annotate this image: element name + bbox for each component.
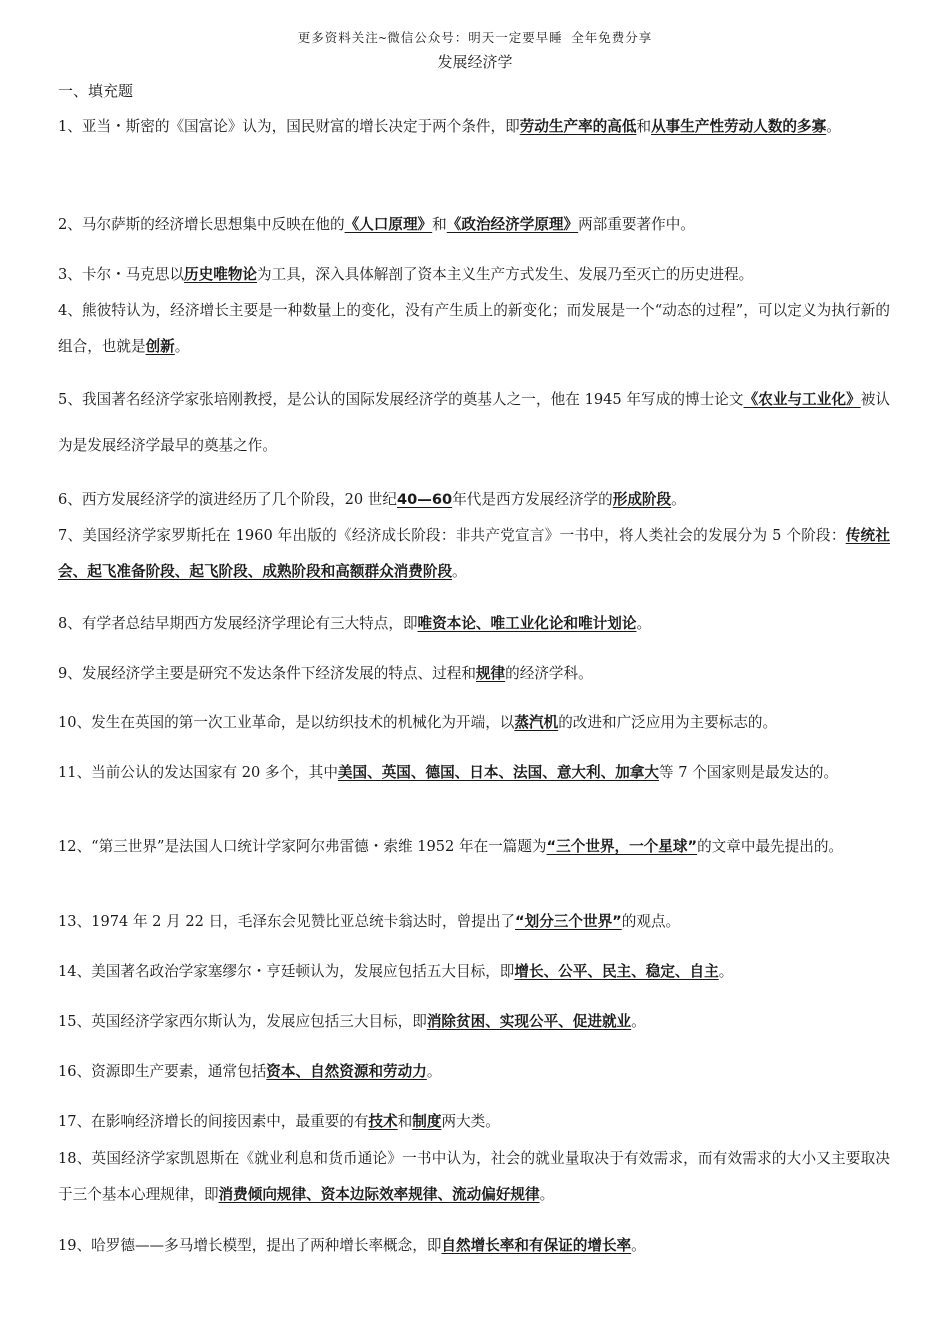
question-10: 10、发生在英国的第一次工业革命，是以纺织技术的机械化为开端，以蒸汽机的改进和广泛应用为主要标志的。 — [58, 714, 778, 731]
answer: 从事生产性劳动人数的多寡 — [651, 118, 827, 135]
answer: 历史唯物论 — [184, 266, 258, 283]
answer: 消除贫困、实现公平、促进就业 — [426, 1013, 632, 1030]
answer: 唯资本论、唯工业化论和唯计划论 — [417, 615, 637, 632]
answer: 蒸汽机 — [514, 714, 559, 731]
question-13: 13、1974 年 2 月 22 日，毛泽东会见赞比亚总统卡翁达时，曾提出了“划分三个世界”的观点。 — [58, 913, 681, 930]
section-heading: 一、填充题 — [58, 82, 134, 100]
answer: 自然增长率和有保证的增长率 — [441, 1237, 632, 1254]
question-12: 12、“第三世界”是法国人口统计学家阿尔弗雷德・索维 1952 年在一篇题为“三个世界，一个星球”的文章中最先提出的。 — [58, 838, 844, 855]
question-4: 4、熊彼特认为，经济增长主要是一种数量上的变化，没有产生质上的新变化；而发展是一个“动态的过程”，可以定义为执行新的组合，也就是创新。 — [58, 302, 890, 355]
answer: 《政治经济学原理》 — [446, 216, 579, 233]
answer: 增长、公平、民主、稳定、自主 — [514, 963, 719, 980]
page-title: 发展经济学 — [437, 53, 513, 71]
question-14: 14、美国著名政治学家塞缪尔・亨廷顿认为，发展应包括五大目标，即增长、公平、民主、稳定、自主。 — [58, 963, 734, 980]
question-19: 19、哈罗德——多马增长模型，提出了两种增长率概念，即自然增长率和有保证的增长率。 — [58, 1237, 646, 1254]
answer: 美国、英国、德国、日本、法国、意大利、加拿大 — [337, 764, 659, 781]
question-11: 11、当前公认的发达国家有 20 多个，其中美国、英国、德国、日本、法国、意大利、加拿大等 7 个国家则是最发达的。 — [58, 764, 839, 781]
answer: 40—60 — [396, 491, 453, 508]
answer: “三个世界，一个星球” — [546, 838, 698, 855]
answer: 创新 — [145, 338, 175, 355]
answer: 技术 — [368, 1113, 398, 1130]
question-7: 7、美国经济学家罗斯托在 1960 年出版的《经济成长阶段：非共产党宣言》一书中，将人类社会的发展分为 5 个阶段：传统社会、起飞准备阶段、起飞阶段、成熟阶段和高额群众消费阶段。 — [58, 527, 890, 580]
question-6: 6、西方发展经济学的演进经历了几个阶段，20 世纪40—60年代是西方发展经济学的形成阶段。 — [58, 491, 686, 508]
answer: 传统社会、起飞准备阶段、起飞阶段、成熟阶段和高额群众消费阶段 — [58, 527, 890, 580]
question-5: 5、我国著名经济学家张培刚教授，是公认的国际发展经济学的奠基人之一，他在 1945 年写成的博士论文《农业与工业化》被认为是发展经济学最早的奠基之作。 — [58, 391, 890, 454]
answer: 《农业与工业化》 — [743, 391, 861, 408]
question-8: 8、有学者总结早期西方发展经济学理论有三大特点，即唯资本论、唯工业化论和唯计划论。 — [58, 615, 652, 632]
question-9: 9、发展经济学主要是研究不发达条件下经济发展的特点、过程和规律的经济学科。 — [58, 665, 593, 682]
question-2: 2、马尔萨斯的经济增长思想集中反映在他的《人口原理》和《政治经济学原理》两部重要著作中。 — [58, 216, 695, 233]
question-15: 15、英国经济学家西尔斯认为，发展应包括三大目标，即消除贫困、实现公平、促进就业。 — [58, 1013, 646, 1030]
question-1: 1、亚当・斯密的《国富论》认为，国民财富的增长决定于两个条件，即劳动生产率的高低和从事生产性劳动人数的多寡。 — [58, 118, 841, 135]
answer: 资本、自然资源和劳动力 — [266, 1063, 427, 1080]
question-18: 18、英国经济学家凯恩斯在《就业利息和货币通论》一书中认为，社会的就业量取决于有效需求，而有效需求的大小又主要取决于三个基本心理规律，即消费倾向规律、资本边际效率规律、流动偏好规律。 — [58, 1150, 890, 1203]
question-16: 16、资源即生产要素，通常包括资本、自然资源和劳动力。 — [58, 1063, 442, 1080]
answer: 《人口原理》 — [344, 216, 433, 233]
question-3: 3、卡尔・马克思以历史唯物论为工具，深入具体解剖了资本主义生产方式发生、发展乃至灭亡的历史进程。 — [58, 266, 754, 283]
promo-header: 更多资料关注~微信公众号：明天一定要早睡 全年免费分享 — [297, 30, 653, 45]
answer: 形成阶段 — [612, 491, 672, 508]
answer: 消费倾向规律、资本边际效率规律、流动偏好规律 — [218, 1186, 540, 1203]
answer: 劳动生产率的高低 — [519, 118, 637, 135]
answer: 制度 — [412, 1113, 442, 1130]
answer: 规律 — [475, 665, 506, 682]
question-17: 17、在影响经济增长的间接因素中，最重要的有技术和制度两大类。 — [58, 1113, 500, 1130]
answer: “划分三个世界” — [515, 913, 622, 930]
